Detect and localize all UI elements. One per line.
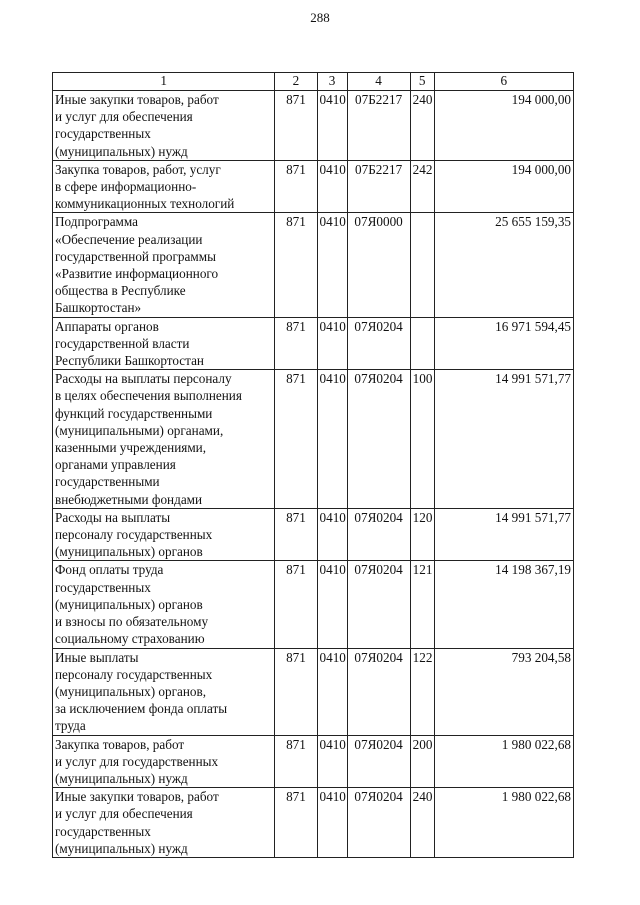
row-name-line: (муниципальных) органов <box>55 596 203 612</box>
row-expense-type-code: 121 <box>410 561 434 648</box>
row-expense-type-code <box>410 317 434 370</box>
header-col-5: 5 <box>410 73 434 91</box>
row-name-line: общества в Республике <box>55 283 186 299</box>
row-name-line: государственных <box>55 823 151 839</box>
row-department-code: 871 <box>275 91 317 161</box>
header-col-3: 3 <box>317 73 347 91</box>
row-section-code: 0410 <box>317 508 347 561</box>
row-target-article-code: 07Я0204 <box>347 370 410 509</box>
row-department-code: 871 <box>275 317 317 370</box>
row-expense-type-code <box>410 213 434 317</box>
row-name-line: «Обеспечение реализации <box>55 231 203 247</box>
row-name <box>53 648 275 735</box>
row-expense-type-code: 200 <box>410 735 434 788</box>
row-name-line: Аппараты органов <box>55 318 159 334</box>
row-name-line: персоналу государственных <box>55 666 213 682</box>
row-section-code: 0410 <box>317 160 347 213</box>
table-row <box>53 735 574 788</box>
row-name-line: государственных <box>55 579 151 595</box>
row-name-line: государственных <box>55 126 151 142</box>
row-target-article-code: 07Я0000 <box>347 213 410 317</box>
table-row <box>53 317 574 370</box>
row-name-line: труда <box>55 718 86 734</box>
row-expense-type-code: 240 <box>410 91 434 161</box>
row-target-article-code: 07Б2217 <box>347 91 410 161</box>
table-row <box>53 213 574 317</box>
header-row <box>53 73 574 91</box>
row-name-line: Республики Башкортостан <box>55 353 204 369</box>
row-department-code: 871 <box>275 788 317 858</box>
row-name-line: внебюджетными фондами <box>55 491 203 507</box>
row-name-line: персоналу государственных <box>55 527 213 543</box>
row-name-line: «Развитие информационного <box>55 266 219 282</box>
page-number: 288 <box>310 10 330 25</box>
row-target-article-code: 07Я0204 <box>347 561 410 648</box>
row-section-code: 0410 <box>317 370 347 509</box>
row-target-article-code: 07Я0204 <box>347 788 410 858</box>
row-department-code: 871 <box>275 213 317 317</box>
row-name-line: Расходы на выплаты <box>55 509 171 525</box>
row-section-code: 0410 <box>317 317 347 370</box>
row-name-line: государственными <box>55 474 160 490</box>
row-name-line: Иные закупки товаров, работ <box>55 92 219 107</box>
row-name <box>53 735 275 788</box>
row-amount: 194 000,00 <box>434 160 573 213</box>
row-department-code: 871 <box>275 648 317 735</box>
row-name <box>53 91 275 161</box>
row-name <box>53 561 275 648</box>
row-section-code: 0410 <box>317 735 347 788</box>
row-name-line: и услуг для обеспечения <box>55 806 193 822</box>
row-department-code: 871 <box>275 735 317 788</box>
row-target-article-code: 07Я0204 <box>347 735 410 788</box>
row-name-line: (муниципальных) нужд <box>55 143 188 159</box>
row-target-article-code: 07Б2217 <box>347 160 410 213</box>
row-name-line: Подпрограмма <box>55 214 139 230</box>
header-col-2: 2 <box>275 73 317 91</box>
row-name-line: Закупка товаров, работ <box>55 736 185 752</box>
row-name-line: Расходы на выплаты персоналу <box>55 371 232 387</box>
header-col-4: 4 <box>347 73 410 91</box>
row-name-line: и взносы по обязательному <box>55 614 209 630</box>
row-expense-type-code: 242 <box>410 160 434 213</box>
row-amount: 1 980 022,68 <box>434 788 573 858</box>
row-amount: 16 971 594,45 <box>434 317 573 370</box>
table-row <box>53 788 574 858</box>
header-col-1: 1 <box>53 73 275 91</box>
row-name <box>53 508 275 561</box>
row-target-article-code: 07Я0204 <box>347 648 410 735</box>
header-col-6: 6 <box>434 73 573 91</box>
table-row <box>53 160 574 213</box>
row-department-code: 871 <box>275 508 317 561</box>
row-name-line: коммуникационных технологий <box>55 196 235 212</box>
table-body <box>53 91 574 858</box>
row-amount: 25 655 159,35 <box>434 213 573 317</box>
row-expense-type-code: 120 <box>410 508 434 561</box>
row-amount: 14 198 367,19 <box>434 561 573 648</box>
row-department-code: 871 <box>275 370 317 509</box>
table-row <box>53 370 574 509</box>
row-name <box>53 213 275 317</box>
row-name-line: (муниципальных) нужд <box>55 770 188 786</box>
row-name-line: Фонд оплаты труда <box>55 562 164 578</box>
row-name <box>53 160 275 213</box>
row-section-code: 0410 <box>317 561 347 648</box>
table-row <box>53 91 574 161</box>
row-name <box>53 370 275 509</box>
row-name-line: (муниципальных) органов <box>55 544 203 560</box>
row-amount: 194 000,00 <box>434 91 573 161</box>
budget-table <box>52 72 574 858</box>
row-name-line: Закупка товаров, работ, услуг <box>55 161 221 177</box>
row-name-line: в целях обеспечения выполнения <box>55 388 242 404</box>
row-name <box>53 788 275 858</box>
row-name-line: и услуг для обеспечения <box>55 109 193 125</box>
row-name-line: в сфере информационно- <box>55 179 197 195</box>
row-name-line: за исключением фонда оплаты <box>55 701 228 717</box>
row-name-line: государственной власти <box>55 335 190 351</box>
row-expense-type-code: 122 <box>410 648 434 735</box>
row-name-line: (муниципальными) органами, <box>55 422 224 438</box>
row-department-code: 871 <box>275 160 317 213</box>
row-amount: 14 991 571,77 <box>434 370 573 509</box>
row-amount: 1 980 022,68 <box>434 735 573 788</box>
row-name-line: государственной программы <box>55 248 216 264</box>
row-section-code: 0410 <box>317 91 347 161</box>
row-name-line: Башкортостан» <box>55 300 142 316</box>
row-name-line: и услуг для государственных <box>55 753 219 769</box>
row-expense-type-code: 240 <box>410 788 434 858</box>
row-name-line: Иные закупки товаров, работ <box>55 789 219 805</box>
row-name-line: Иные выплаты <box>55 649 139 665</box>
row-section-code: 0410 <box>317 788 347 858</box>
row-name-line: органами управления <box>55 457 176 473</box>
row-name-line: (муниципальных) органов, <box>55 683 207 699</box>
table-row <box>53 648 574 735</box>
row-amount: 793 204,58 <box>434 648 573 735</box>
row-name-line: функций государственными <box>55 405 213 421</box>
row-expense-type-code: 100 <box>410 370 434 509</box>
row-section-code: 0410 <box>317 648 347 735</box>
row-section-code: 0410 <box>317 213 347 317</box>
row-name-line: (муниципальных) нужд <box>55 840 188 856</box>
row-name <box>53 317 275 370</box>
table-row <box>53 561 574 648</box>
row-amount: 14 991 571,77 <box>434 508 573 561</box>
row-name-line: социальному страхованию <box>55 631 205 647</box>
row-target-article-code: 07Я0204 <box>347 317 410 370</box>
row-department-code: 871 <box>275 561 317 648</box>
row-name-line: казенными учреждениями, <box>55 440 207 456</box>
row-target-article-code: 07Я0204 <box>347 508 410 561</box>
table-row <box>53 508 574 561</box>
